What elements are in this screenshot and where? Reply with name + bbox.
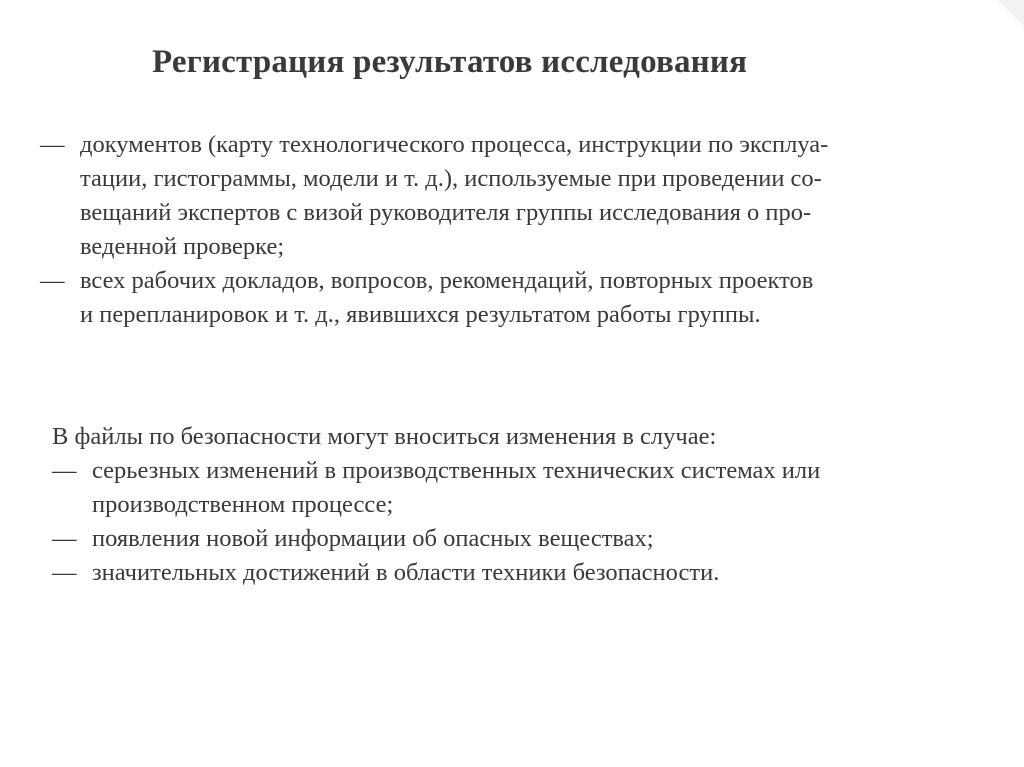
text-line: документов (карту технологического процесса, инструкции по эксплуа-: [80, 131, 829, 158]
dash-marker: —: [40, 131, 65, 158]
text-line: производственном процессе;: [92, 491, 394, 518]
dash-marker: —: [52, 559, 77, 586]
page-title: Регистрация результатов исследования: [152, 44, 748, 80]
list-item: [52, 454, 997, 522]
section-intro: В файлы по безопасности могут вноситься изменения в случае:: [52, 423, 717, 450]
registration-list: [40, 128, 985, 332]
text-line: значительных достижений в области техники безопасности.: [92, 559, 720, 586]
text-line: вещаний экспертов с визой руководителя группы исследования о про-: [80, 199, 812, 226]
dash-marker: —: [52, 457, 77, 484]
list-item: [40, 264, 985, 332]
list-item: [52, 556, 997, 590]
text-line: и перепланировок и т. д., явившихся результатом работы группы.: [80, 301, 761, 328]
list-item-text: [92, 522, 997, 556]
text-line: появления новой информации об опасных веществах;: [92, 525, 654, 552]
dash-marker: —: [52, 525, 77, 552]
list-item-text: [80, 264, 985, 332]
list-item-text: [80, 128, 985, 264]
text-line: тации, гистограммы, модели и т. д.), используемые при проведении со-: [80, 165, 822, 192]
page-corner: [998, 0, 1024, 26]
list-item: [52, 522, 997, 556]
dash-marker: —: [40, 267, 65, 294]
list-item-text: [92, 556, 997, 590]
text-line: всех рабочих докладов, вопросов, рекомендаций, повторных проектов: [80, 267, 814, 294]
text-line: серьезных изменений в производственных технических системах или: [92, 457, 821, 484]
text-line: веденной проверке;: [80, 233, 285, 260]
list-item-text: [92, 454, 997, 522]
list-item: [40, 128, 985, 264]
safety-file-changes: [52, 420, 997, 590]
